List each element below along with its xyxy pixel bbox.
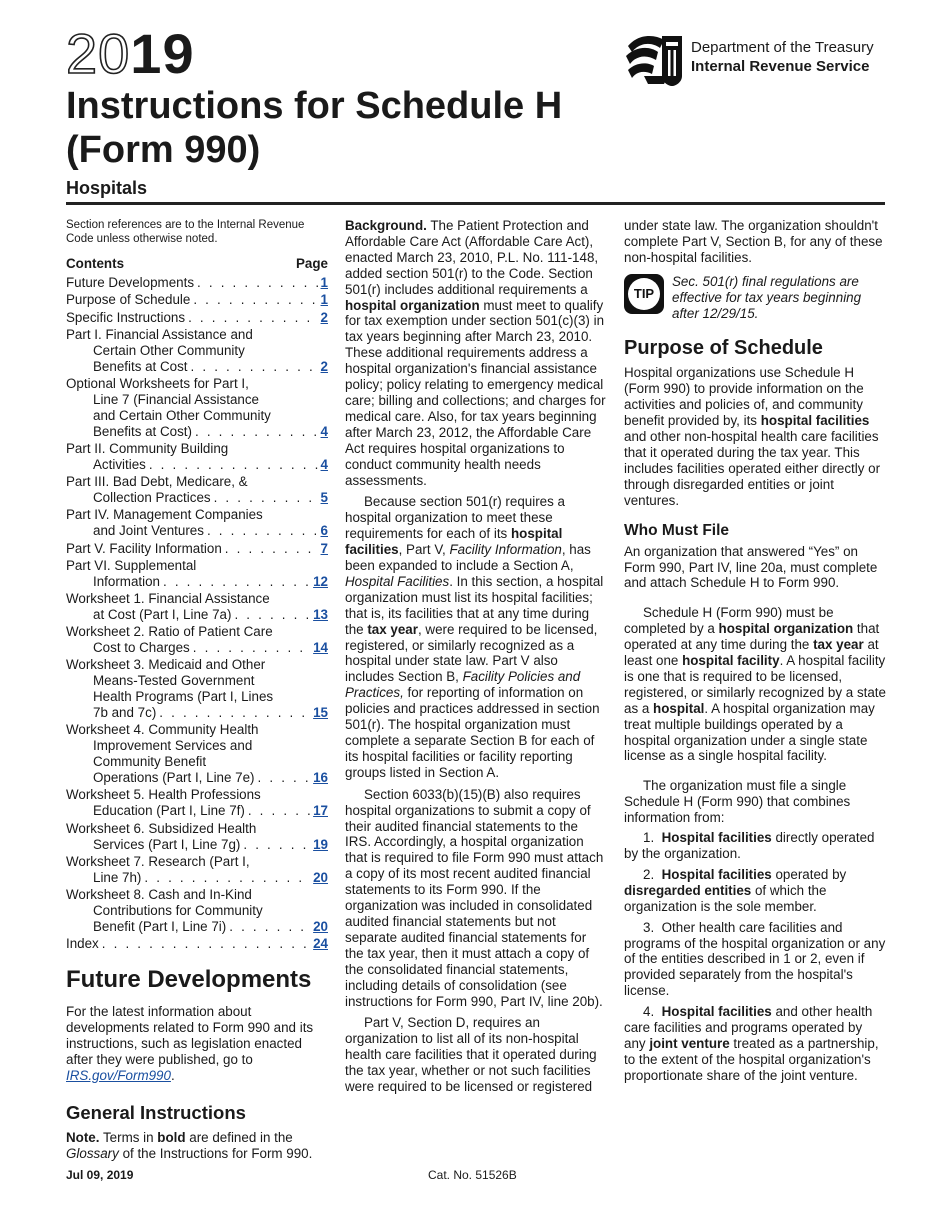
paragraph-text: , Part V, [398, 542, 450, 558]
toc-item-label: Purpose of Schedule [66, 292, 191, 308]
toc-item[interactable] [66, 624, 328, 656]
toc-leader-dots [207, 523, 318, 539]
year-outline: 20 [66, 22, 131, 85]
toc-item-label: Health Programs (Part I, Lines [93, 689, 274, 705]
toc-item[interactable] [66, 507, 328, 539]
toc-page-link[interactable]: 13 [313, 606, 328, 622]
background-label: Background. [345, 218, 427, 233]
paragraph-text: . A hospital facility is one that is required to be licensed, registered, or similarly recognized by a state as a [624, 653, 886, 716]
paragraph-text: , has been expanded to include a Section A, [345, 542, 591, 574]
paragraph-text: Because section 501(r) requires a hospital organization to meet these requirements for each of its [345, 494, 565, 542]
paragraph-text: at least one [624, 637, 879, 669]
toc-leader-dots [149, 457, 318, 473]
toc-leader-dots [248, 803, 310, 819]
year-bold: 19 [130, 22, 195, 85]
future-developments-heading: Future Developments [66, 966, 312, 994]
paragraph-text: Hospital organizations use Schedule H (Form 990) to provide information on the activities and policies of, and community benefit provided by, its [624, 365, 864, 429]
list-item-1 [624, 830, 886, 862]
toc-leader-dots [102, 936, 310, 952]
tip-icon-label: TIP [628, 278, 660, 310]
toc-item-label: Cost to Charges [93, 640, 190, 656]
paragraph-text: operated by [771, 866, 847, 882]
paragraph-text: that operated at any time during the [624, 621, 880, 653]
toc-item-label: Worksheet 2. Ratio of Patient Care [66, 624, 273, 640]
toc-item-label: Improvement Services and [93, 738, 253, 754]
toc-page-link[interactable]: 24 [313, 936, 328, 952]
toc-item[interactable] [66, 275, 328, 291]
contents-label: Contents [66, 256, 125, 271]
toc-item-label: Education (Part I, Line 7f) [93, 803, 245, 819]
toc-item-label: Worksheet 7. Research (Part I, [66, 853, 250, 869]
toc-item[interactable] [66, 936, 328, 952]
toc-item-label: Services (Part I, Line 7g) [93, 836, 241, 852]
toc-item[interactable] [66, 474, 328, 506]
toc-leader-dots [258, 770, 311, 786]
toc-page-link[interactable]: 4 [320, 456, 328, 472]
toc-page-link[interactable]: 20 [313, 869, 328, 885]
note-label: Note. [66, 1129, 100, 1145]
toc-item-label: Worksheet 4. Community Health [66, 722, 259, 738]
toc-item-label: at Cost (Part I, Line 7a) [93, 606, 232, 622]
toc-item[interactable] [66, 854, 328, 886]
toc-item-label: Means-Tested Government [93, 673, 255, 689]
footer-cat-number: Cat. No. 51526B [428, 1168, 517, 1182]
toc-page-link[interactable]: 2 [320, 358, 328, 374]
toc-item-label: and Certain Other Community [93, 407, 271, 423]
schedule-h-paragraph [624, 605, 886, 764]
toc-item-label: Index [66, 936, 99, 952]
list-number: 2. [643, 866, 655, 882]
toc-item-label: Worksheet 3. Medicaid and Other [66, 657, 266, 673]
toc-item[interactable] [66, 558, 328, 590]
toc-item[interactable] [66, 722, 328, 786]
bold-term: disregarded entities [624, 882, 752, 898]
toc-page-link[interactable]: 7 [320, 540, 328, 556]
toc-item-label: Certain Other Community [93, 342, 245, 358]
toc-page-link[interactable]: 4 [320, 423, 328, 439]
note-text: are defined in the [185, 1129, 293, 1145]
part-v-section-d-paragraph: Part V, Section D, requires an organization to list all of its non-hospital health care facilities that it operated during the tax year, whether or not such facilities were required to be licensed or registered [345, 1015, 597, 1095]
paragraph-text: treated as a partnership, to the extent of the hospital organization's proportionate share of the joint venture. [624, 1035, 879, 1083]
toc-item-label: Part VI. Supplemental [66, 557, 197, 573]
toc-page-link[interactable]: 6 [320, 523, 328, 539]
year [66, 22, 195, 86]
toc-leader-dots [144, 870, 310, 886]
toc-item-label: Worksheet 1. Financial Assistance [66, 591, 270, 607]
toc-item-label: Worksheet 8. Cash and In-Kind [66, 887, 252, 903]
section-501r-paragraph [345, 494, 606, 780]
toc-page-link[interactable]: 15 [313, 705, 328, 721]
section-6033-paragraph: Section 6033(b)(15)(B) also requires hospital organizations to submit a copy of their audited financial statements to the IRS. Accordingly, a hospital organization that is required to file Form 990 must attach a copy of its most recent audited financial statements to its Form 990. If the organization was included in consolidated audited financial statements but not separate audited financial statements for the tax year, then it must attach a copy of the consolidated financial statements, including details of consolidation (see instructions for Form 990, Part IV, line 20b). [345, 786, 604, 1009]
toc-item-label: Worksheet 6. Subsidized Health [66, 820, 257, 836]
toc-item[interactable] [66, 591, 328, 623]
toc-item-label: Operations (Part I, Line 7e) [93, 770, 255, 786]
paragraph-text: of which the organization is the sole member. [624, 882, 827, 914]
paragraph-text: , were required to be licensed, registered, or similarly recognized as a hospital under state law. Part V also includes Section B, [345, 621, 598, 685]
toc-item-label: Community Benefit [93, 754, 207, 770]
title-line-2: (Form 990) [66, 129, 261, 171]
toc-item-label: Optional Worksheets for Part I, [66, 375, 249, 391]
bold-term: Hospital facilities [661, 1004, 772, 1020]
toc-leader-dots [163, 574, 310, 590]
irs-name: Internal Revenue Service [691, 58, 870, 75]
toc-leader-dots [191, 359, 318, 375]
toc-item-label: Benefits at Cost [93, 358, 188, 374]
toc-item-label: Part I. Financial Assistance and [66, 326, 253, 342]
toc-item-label: Part IV. Management Companies [66, 507, 263, 523]
note-text: of the Instructions for Form 990. [118, 1145, 313, 1161]
paragraph-text: Other health care facilities and programs of the hospital organization or any of the entities described in 1 or 2, even if provided separately from the hospital's license. [624, 919, 886, 999]
italic-term: Facility Information [449, 542, 562, 558]
column-2 [345, 218, 606, 1095]
paragraph-text: directly operated by the organization. [624, 830, 875, 861]
bold-term: hospital [653, 700, 705, 716]
department-name: Department of the Treasury [691, 39, 874, 56]
toc-leader-dots [197, 275, 318, 291]
list-item-4 [624, 1004, 886, 1084]
toc-item-label: Specific Instructions [66, 309, 186, 325]
list-number: 1. [643, 830, 655, 846]
list-item-2 [624, 867, 886, 915]
agency-block [624, 32, 894, 88]
paragraph-text: must meet to qualify for tax exemption under section 501(c)(3) in tax years beginning after March 23, 2010. These additional requirements address a hospital organization's financial assistance policy; policy relating to emergency medical care; billing and collections; and charges for medical care. Also, for tax years beginning after March 23, 2012, the Affordable Care Act requires hospital organizations to conduct community health needs assessments. [345, 297, 606, 488]
toc-leader-dots [225, 541, 318, 557]
paragraph-text: Schedule H (Form 990) must be completed by a [624, 605, 834, 637]
italic-term: Hospital Facilities [345, 573, 450, 589]
toc-item[interactable] [66, 887, 328, 935]
irs-eagle-icon [624, 32, 686, 88]
note-bold: bold [157, 1129, 186, 1145]
background-paragraph [345, 218, 606, 488]
purpose-paragraph [624, 365, 886, 508]
bold-term: hospital organization [718, 621, 854, 637]
toc-item-label: Activities [93, 456, 146, 472]
bold-term: tax year [813, 637, 864, 653]
toc-item-label: 7b and 7c) [93, 705, 157, 721]
toc-page-link[interactable]: 16 [313, 770, 328, 786]
toc-item-label: Part V. Facility Information [66, 540, 222, 556]
purpose-heading: Purpose of Schedule [624, 337, 823, 360]
toc-page-link[interactable]: 2 [320, 309, 328, 325]
toc-item-label: Benefits at Cost) [93, 423, 192, 439]
irs-form990-link[interactable]: IRS.gov/Form990 [66, 1067, 171, 1083]
section-references: Section references are to the Internal Revenue Code unless otherwise noted. [66, 219, 305, 245]
bold-term: Hospital facilities [661, 866, 772, 882]
agency-text [691, 38, 874, 76]
paragraph-text: . In this section, a hospital organization must list its hospital facilities; that is, its facilities that at any time during the [345, 573, 604, 637]
glossary-term: Glossary [66, 1145, 119, 1161]
table-of-contents [66, 275, 328, 952]
page-title [66, 84, 626, 172]
toc-item-label: Part II. Community Building [66, 440, 229, 456]
bold-term: joint venture [649, 1035, 730, 1051]
toc-item-label: Collection Practices [93, 490, 211, 506]
toc-page-link[interactable]: 5 [320, 490, 328, 506]
contents-header [66, 256, 328, 272]
toc-leader-dots [234, 607, 310, 623]
title-line-1: Instructions for Schedule H [66, 85, 563, 127]
paragraph-text: for reporting of information on policies and practices addressed in section 501(r). The hospital organization must complete a separate Section B for each of its hospital facilities or facility reporting groups listed in Section A. [345, 685, 600, 780]
paragraph-text: . A hospital organization may treat multiple buildings operated by a hospital organization under a single state license as a single hospital facility. [624, 700, 875, 764]
toc-item[interactable] [66, 292, 328, 308]
paragraph-text: and other health care facilities and programs operated by any [624, 1004, 873, 1051]
toc-item-label: Part III. Bad Debt, Medicare, & [66, 474, 248, 490]
toc-leader-dots [188, 310, 317, 326]
toc-item[interactable] [66, 541, 328, 557]
tip-text: Sec. 501(r) final regulations are effective for tax years beginning after 12/29/15. [672, 273, 862, 321]
toc-item[interactable] [66, 327, 328, 375]
toc-leader-dots [159, 705, 310, 721]
toc-item[interactable] [66, 376, 328, 440]
note-text: Terms in [99, 1129, 158, 1145]
toc-item[interactable] [66, 787, 328, 819]
toc-item[interactable] [66, 657, 328, 721]
future-text: For the latest information about developments related to Form 990 and its instructions, such as legislation enacted after they were published, go to [66, 1004, 314, 1067]
paragraph-text: and other non-hospital health care facilities that it operated during the tax year. This includes facilities operated either directly or through disregarded entities or joint ventures. [624, 429, 881, 508]
toc-page-link[interactable]: 17 [313, 803, 328, 819]
toc-item-label: Contributions for Community [93, 902, 263, 918]
toc-page-link[interactable]: 1 [320, 292, 328, 308]
page-subtitle: Hospitals [66, 178, 148, 198]
toc-item-label: Line 7 (Financial Assistance [93, 391, 259, 407]
bold-term: hospital organization [345, 297, 480, 313]
note-paragraph [66, 1130, 328, 1162]
toc-page-link[interactable]: 12 [313, 573, 328, 589]
toc-item[interactable] [66, 310, 328, 326]
toc-leader-dots [195, 424, 318, 440]
column-1 [66, 218, 328, 1161]
general-instructions-heading: General Instructions [66, 1101, 246, 1123]
bold-term: hospital facility [682, 653, 780, 669]
bold-term: Hospital facilities [661, 830, 772, 846]
toc-leader-dots [193, 640, 310, 656]
who-must-file-paragraph: An organization that answered “Yes” on Form 990, Part IV, line 20a, must complete and attach Schedule H to Form 990. [624, 543, 878, 591]
list-number: 4. [643, 1004, 655, 1020]
toc-item-label: Line 7h) [93, 869, 142, 885]
toc-leader-dots [193, 292, 317, 308]
who-must-file-heading: Who Must File [624, 521, 730, 539]
footer-date: Jul 09, 2019 [66, 1168, 134, 1182]
toc-leader-dots [229, 919, 310, 935]
column-3 [624, 218, 886, 1084]
toc-page-link[interactable]: 19 [313, 836, 328, 852]
toc-leader-dots [214, 490, 318, 506]
toc-leader-dots [243, 837, 310, 853]
tip-icon [624, 274, 664, 314]
toc-item[interactable] [66, 441, 328, 473]
header-rule [66, 202, 885, 205]
continued-paragraph: under state law. The organization shouldn't complete Part V, Section B, for any of these non-hospital facilities. [624, 218, 883, 265]
bold-term: hospital facilities [760, 413, 870, 429]
toc-item-label: Future Developments [66, 274, 195, 290]
toc-item-label: Benefit (Part I, Line 7i) [93, 918, 227, 934]
toc-item-label: Information [93, 573, 160, 589]
page-label: Page [295, 256, 328, 271]
toc-item-label: Worksheet 5. Health Professions [66, 787, 261, 803]
future-developments-text: For the latest information about developments related to Form 990 and its instructions, such as legislation enacted after they were published, go to IRS.gov/Form990. [66, 1004, 314, 1083]
single-schedule-paragraph: The organization must file a single Schedule H (Form 990) that combines information from: [624, 778, 851, 826]
toc-page-link[interactable]: 1 [320, 274, 328, 290]
toc-item-label: and Joint Ventures [93, 523, 204, 539]
paragraph-text: The Patient Protection and Affordable Care Act (Affordable Care Act), enacted March 23, 2010, P.L. No. 111-148, added section 501(r) to the Code. Section 501(r) includes additional requirements a [345, 218, 599, 297]
tip-box [624, 274, 886, 322]
toc-page-link[interactable]: 14 [313, 640, 328, 656]
toc-page-link[interactable]: 20 [313, 918, 328, 934]
list-number: 3. [643, 919, 655, 935]
italic-term: Facility Policies and Practices, [345, 669, 581, 701]
bold-term: tax year [367, 621, 418, 637]
toc-item[interactable] [66, 821, 328, 853]
bold-term: hospital facilities [345, 526, 563, 558]
list-item-3 [624, 920, 886, 1000]
